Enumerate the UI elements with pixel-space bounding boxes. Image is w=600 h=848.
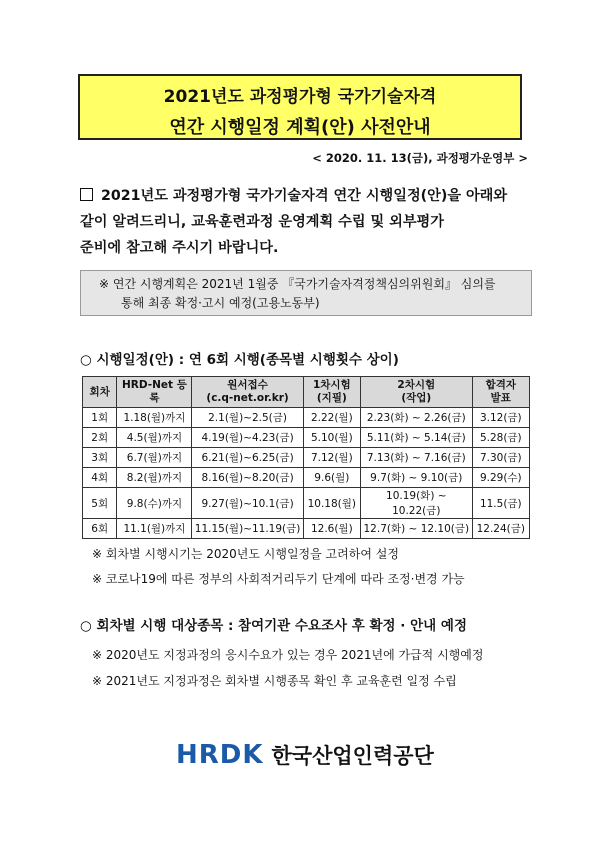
section-target-heading: ○ 회차별 시행 대상종목 : 참여기관 수요조사 후 확정 · 안내 예정 — [80, 618, 467, 634]
target-note-1: ※ 2020년도 지정과정의 응시수요가 있는 경우 2021년에 가급적 시행예정 — [92, 648, 484, 662]
hrdk-logo — [176, 740, 434, 770]
cell-result: 12.24(금) — [472, 519, 529, 539]
cell-hrd: 4.5(월)까지 — [117, 428, 192, 448]
schedule-note-2: ※ 코로나19에 따른 정부의 사회적거리두기 단계에 따라 조정·변경 가능 — [92, 572, 465, 586]
cell-apply: 2.1(월)~2.5(금) — [192, 408, 303, 428]
cell-exam1: 2.22(월) — [303, 408, 360, 428]
table-row — [83, 468, 530, 488]
date-line: < 2020. 11. 13(금), 과정평가운영부 > — [312, 151, 528, 165]
cell-exam1: 7.12(월) — [303, 448, 360, 468]
table-header-row — [83, 377, 530, 408]
cell-hrd: 9.8(수)까지 — [117, 488, 192, 519]
target-note-2: ※ 2021년도 지정과정은 회차별 시행종목 확인 후 교육훈련 일정 수립 — [92, 674, 457, 688]
cell-apply: 11.15(월)~11.19(금) — [192, 519, 303, 539]
table-row — [83, 448, 530, 468]
cell-hrd: 11.1(월)까지 — [117, 519, 192, 539]
cell-round: 6회 — [83, 519, 117, 539]
cell-hrd: 8.2(월)까지 — [117, 468, 192, 488]
checkbox-square-icon — [80, 188, 93, 201]
intro-line-3: 준비에 참고해 주시기 바랍니다. — [80, 240, 279, 256]
cell-exam2: 2.23(화) ~ 2.26(금) — [361, 408, 473, 428]
header-exam1: 1차시험 (지필) — [303, 377, 360, 408]
cell-exam1: 10.18(월) — [303, 488, 360, 519]
cell-round: 3회 — [83, 448, 117, 468]
cell-round: 1회 — [83, 408, 117, 428]
cell-hrd: 1.18(월)까지 — [117, 408, 192, 428]
title-line-1: 2021년도 과정평가형 국가기술자격 — [163, 87, 437, 107]
header-result: 합격자 발표 — [472, 377, 529, 408]
cell-exam2: 9.7(화) ~ 9.10(금) — [361, 468, 473, 488]
title-line-2: 연간 시행일정 계획(안) 사전안내 — [169, 117, 431, 138]
cell-result: 7.30(금) — [472, 448, 529, 468]
schedule-note-1: ※ 회차별 시행시기는 2020년도 시행일정을 고려하여 설정 — [92, 547, 399, 561]
intro-line-2: 같이 알려드리니, 교육훈련과정 운영계획 수립 및 외부평가 — [80, 214, 444, 230]
cell-round: 4회 — [83, 468, 117, 488]
header-exam2: 2차시험 (작업) — [361, 377, 473, 408]
table-row — [83, 519, 530, 539]
schedule-table — [82, 376, 530, 539]
cell-result: 3.12(금) — [472, 408, 529, 428]
cell-exam2: 5.11(화) ~ 5.14(금) — [361, 428, 473, 448]
cell-apply: 8.16(월)~8.20(금) — [192, 468, 303, 488]
table-row — [83, 428, 530, 448]
cell-result: 5.28(금) — [472, 428, 529, 448]
intro-paragraph — [80, 183, 538, 261]
header-hrd-net: HRD-Net 등록 — [117, 377, 192, 408]
cell-result: 11.5(금) — [472, 488, 529, 519]
title-box — [78, 74, 522, 140]
note-line-2: 통해 최종 확정·고시 예정(고용노동부) — [121, 296, 320, 310]
intro-line-1: 2021년도 과정평가형 국가기술자격 연간 시행일정(안)을 아래와 — [101, 188, 508, 204]
note-line-1: ※ 연간 시행계획은 2021년 1월중 『국가기술자격정책심의위원회』 심의를 — [99, 277, 496, 291]
organization-name: 한국산업인력공단 — [271, 744, 434, 768]
cell-apply: 4.19(월)~4.23(금) — [192, 428, 303, 448]
cell-exam1: 5.10(월) — [303, 428, 360, 448]
cell-apply: 9.27(월)~10.1(금) — [192, 488, 303, 519]
table-row — [83, 408, 530, 428]
cell-exam1: 12.6(월) — [303, 519, 360, 539]
table-row — [83, 488, 530, 519]
hrdk-logo-mark: HRDK — [176, 740, 264, 770]
header-round: 회차 — [83, 377, 117, 408]
cell-exam2: 10.19(화) ~ 10.22(금) — [361, 488, 473, 519]
note-box — [80, 270, 532, 316]
cell-round: 5회 — [83, 488, 117, 519]
cell-round: 2회 — [83, 428, 117, 448]
cell-exam2: 7.13(화) ~ 7.16(금) — [361, 448, 473, 468]
cell-result: 9.29(수) — [472, 468, 529, 488]
cell-hrd: 6.7(월)까지 — [117, 448, 192, 468]
cell-apply: 6.21(월)~6.25(금) — [192, 448, 303, 468]
header-application: 원서접수 (c.q-net.or.kr) — [192, 377, 303, 408]
cell-exam1: 9.6(월) — [303, 468, 360, 488]
section-schedule-heading: ○ 시행일정(안) : 연 6회 시행(종목별 시행횟수 상이) — [80, 352, 399, 368]
cell-exam2: 12.7(화) ~ 12.10(금) — [361, 519, 473, 539]
